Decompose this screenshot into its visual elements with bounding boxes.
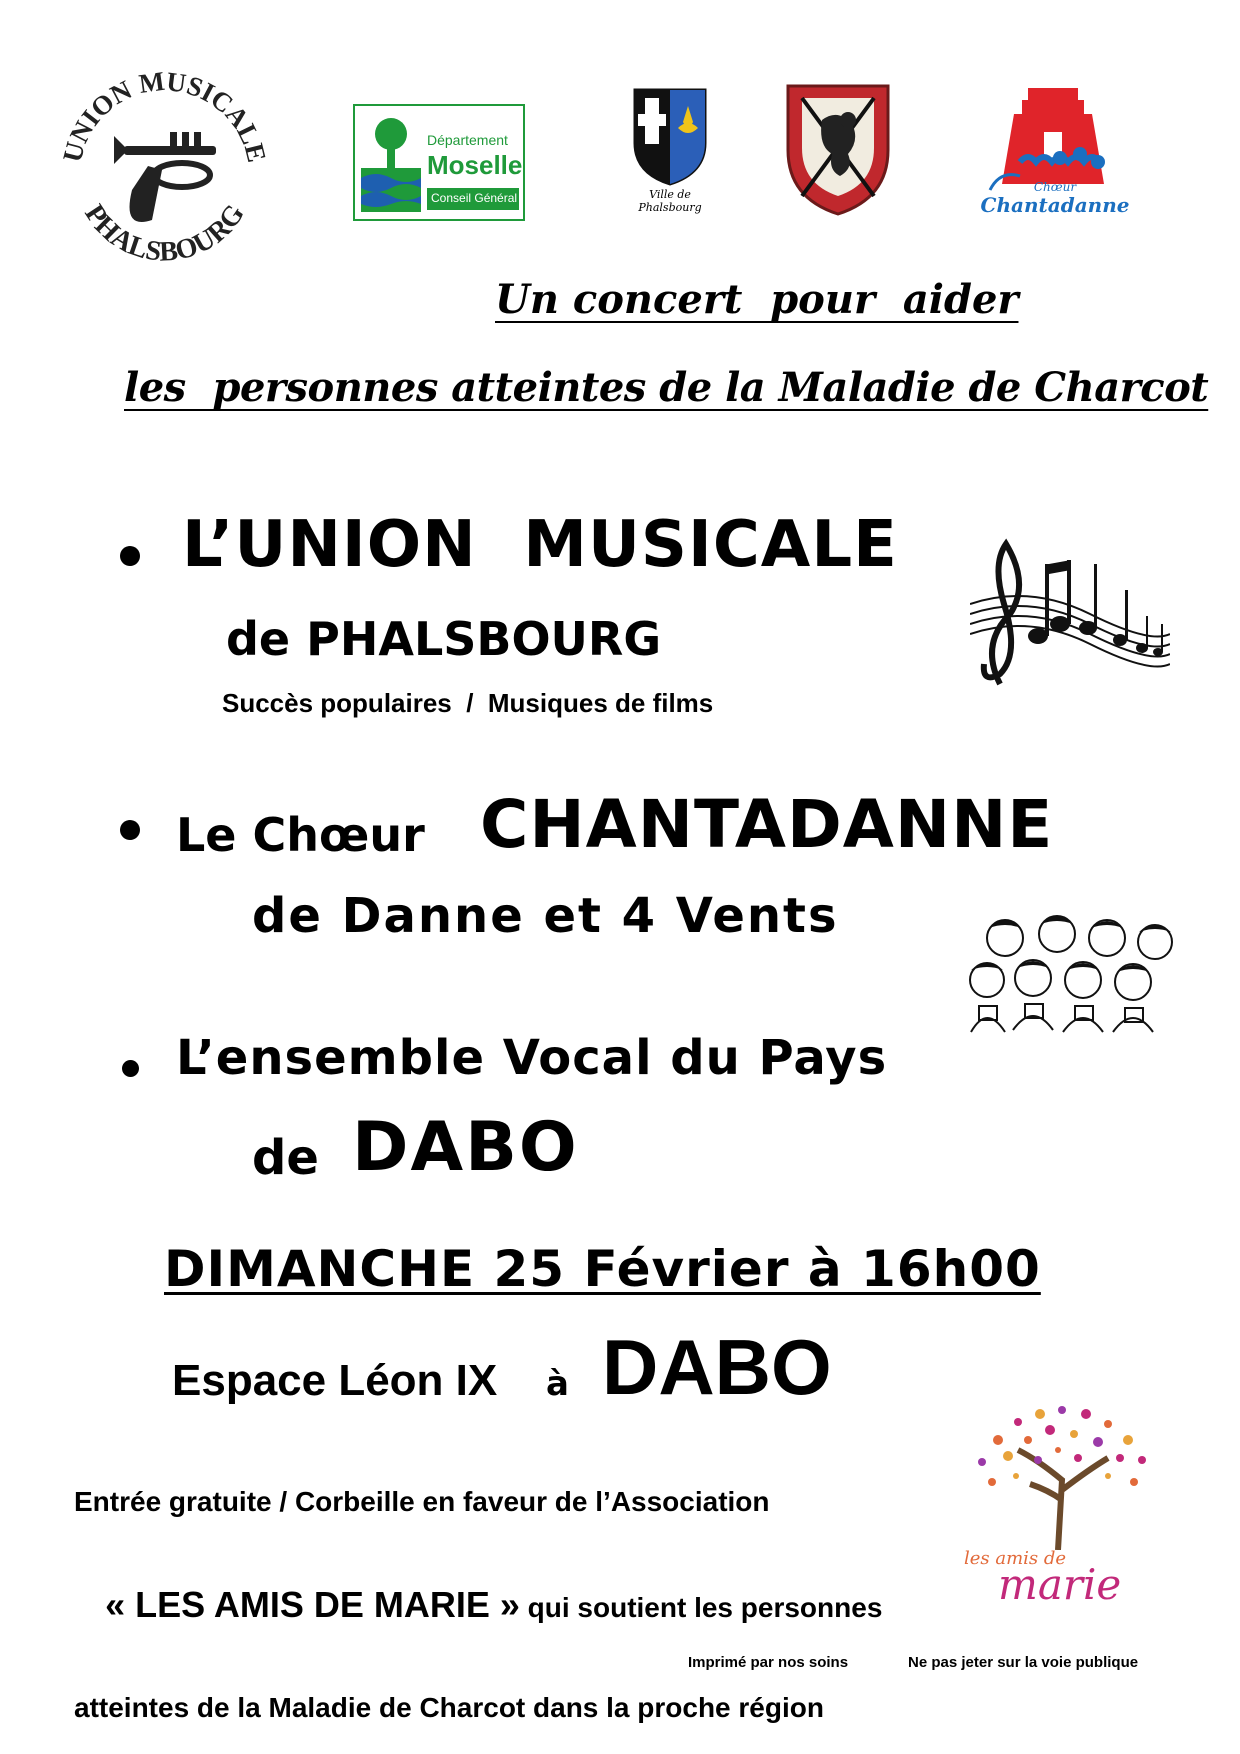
performer-1-subtitle: de PHALSBOURG <box>226 612 662 666</box>
music-notes-icon <box>970 524 1170 694</box>
union-musicale-logo <box>62 70 267 265</box>
moselle-line2: Moselle <box>427 150 523 180</box>
tower-icon <box>980 84 1130 192</box>
amis-de-marie-line1: les amis de <box>964 1548 1067 1569</box>
phalsbourg-caption-line1: Ville de <box>649 188 691 201</box>
union-musicale-top-text: NION MUSICAL <box>63 70 266 149</box>
performer-1-title: L’UNION MUSICALE <box>182 508 898 582</box>
performer-3-subtitle-prefix: de <box>252 1130 319 1186</box>
chantadanne-line2: Chantadanne <box>980 193 1130 217</box>
footer-line1: Entrée gratuite / Corbeille en faveur de l’Association <box>74 1486 770 1517</box>
headline-line2: les personnes atteintes de la Maladie de Charcot <box>124 364 1209 411</box>
event-date: DIMANCHE 25 Février à 16h00 <box>164 1240 1041 1298</box>
event-venue-prefix: Espace Léon IX <box>172 1356 498 1405</box>
tree-icon <box>361 112 421 212</box>
amis-de-marie-logo <box>958 1400 1168 1610</box>
performer-2-subtitle: de Danne et 4 Vents <box>252 888 839 944</box>
headline-line1: Un concert pour aider <box>495 276 1019 323</box>
no-litter-note: Ne pas jeter sur la voie publique <box>908 1654 1139 1671</box>
chantadanne-logo <box>980 84 1130 232</box>
phalsbourg-shield-icon <box>633 88 707 186</box>
printed-note: Imprimé par nos soins <box>688 1654 849 1671</box>
footer-line3: atteintes de la Maladie de Charcot dans la proche région <box>74 1692 824 1723</box>
svg-text:PHALSBOURG <box>78 199 251 265</box>
performer-2-title-prefix: Le Chœur <box>176 808 425 862</box>
tree-logo-icon <box>958 1400 1168 1550</box>
bullet-1 <box>120 546 140 566</box>
trumpet-icon <box>114 132 216 222</box>
moselle-line3: Conseil Général <box>431 191 518 205</box>
choir-icon <box>965 908 1180 1033</box>
performer-2-title-main: CHANTADANNE <box>480 786 1054 863</box>
bullet-3 <box>122 1060 139 1077</box>
chantadanne-line1: Chœur <box>1033 180 1077 194</box>
lion-shield-icon <box>782 80 894 218</box>
performer-1-detail: Succès populaires / Musiques de films <box>222 688 714 718</box>
union-musicale-bottom-text: PHALSBOURG <box>78 198 251 265</box>
phalsbourg-logo <box>628 88 712 218</box>
amis-de-marie-line2: marie <box>998 1560 1122 1609</box>
bullet-2 <box>120 820 140 840</box>
event-venue-connector: à <box>546 1364 569 1404</box>
footer-association: « LES AMIS DE MARIE » <box>105 1584 520 1625</box>
phalsbourg-caption-line2: Phalsbourg <box>638 201 702 214</box>
footer-line2-rest: qui soutient les personnes <box>519 1592 883 1623</box>
event-venue-city: DABO <box>602 1323 832 1411</box>
dabo-coat-of-arms <box>782 80 894 218</box>
moselle-logo <box>353 104 525 221</box>
moselle-line1: Département <box>427 132 508 148</box>
performer-3-title: L’ensemble Vocal du Pays <box>176 1030 888 1086</box>
performer-3-subtitle-main: DABO <box>352 1108 579 1187</box>
